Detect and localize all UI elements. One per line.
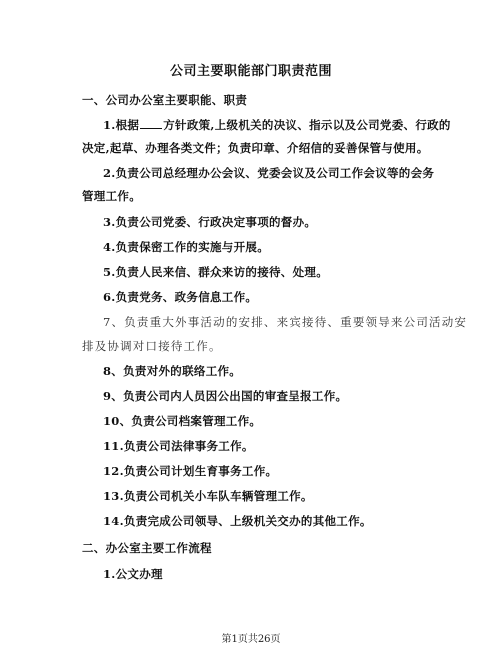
item-5: 5.负责人民来信、群众来访的接待、处理。 [103, 265, 329, 279]
item-9: 9、负责公司内人员因公出国的审查呈报工作。 [103, 389, 348, 403]
item-7-line-1: 7、负责重大外事活动的安排、来宾接待、重要领导来公司活动安 [103, 315, 468, 329]
item-12: 12.负责公司计划生育事务工作。 [103, 464, 278, 478]
item-10: 10、负责公司档案管理工作。 [103, 414, 262, 428]
item-8: 8、负责对外的联络工作。 [103, 364, 242, 378]
subsection-1-heading: 1.公文办理 [103, 567, 163, 581]
document-title: 公司主要职能部门职责范围 [169, 64, 332, 79]
item-2-line-1: 2.负责公司总经理办公会议、党委会议及公司工作会议等的会务 [103, 166, 435, 180]
item-7-line-2: 排及协调对口接待工作。 [82, 339, 222, 353]
page-number-footer: 第1页共26页 [221, 634, 281, 645]
item-1-rest: 方针政策,上级机关的决议、指示以及公司党委、行政的 [163, 118, 451, 132]
blank-underline [140, 118, 162, 129]
item-1-line-2: 决定,起草、办理各类文件；负责印章、介绍信的妥善保管与使用。 [82, 141, 429, 155]
item-14: 14.负责完成公司领导、上级机关交办的其他工作。 [103, 514, 372, 528]
item-6: 6.负责党务、政务信息工作。 [103, 290, 258, 304]
item-4: 4.负责保密工作的实施与开展。 [103, 240, 270, 254]
item-1-line-1 [103, 117, 451, 133]
item-11: 11.负责公司法律事务工作。 [103, 439, 254, 453]
item-2-line-2: 管理工作。 [82, 189, 141, 203]
section-1-heading: 一、公司办公室主要职能、职责 [82, 93, 248, 107]
item-13: 13.负责公司机关小车队车辆管理工作。 [103, 489, 313, 503]
item-3: 3.负责公司党委、行政决定事项的督办。 [103, 215, 317, 229]
section-2-heading: 二、办公室主要工作流程 [82, 541, 212, 555]
item-1-prefix: 1.根据 [103, 118, 140, 132]
